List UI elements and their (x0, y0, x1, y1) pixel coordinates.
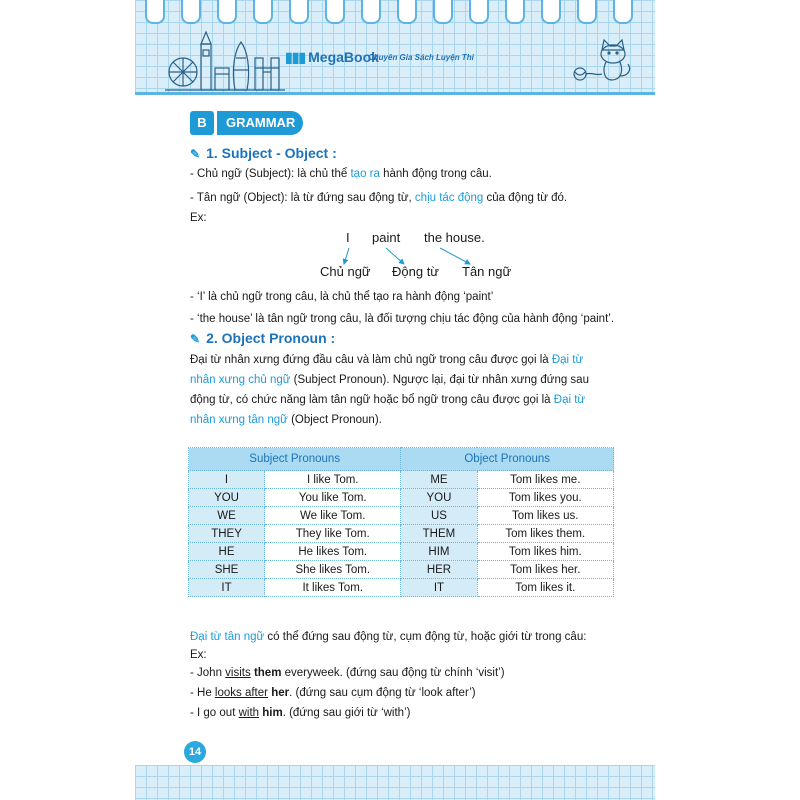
binding-hole (613, 0, 633, 24)
subject-pronoun-cell: SHE (189, 561, 265, 579)
header-rule (135, 92, 655, 95)
text-span: - He (190, 687, 215, 699)
subject-sentence-cell: I like Tom. (265, 471, 401, 489)
object-pronoun-cell: HER (401, 561, 477, 579)
subject-sentence-cell: We like Tom. (265, 507, 401, 525)
usage-example-3 (190, 703, 410, 723)
table-row (189, 525, 614, 543)
underlined-text: with (238, 707, 260, 719)
bold-text: him (262, 707, 283, 719)
object-sentence-cell: Tom likes you. (477, 489, 613, 507)
binding-hole (181, 0, 201, 24)
text-span: của động từ đó. (483, 192, 568, 204)
highlight-text: chịu tác động (414, 192, 484, 204)
object-sentence-cell: Tom likes us. (477, 507, 613, 525)
binding-hole (253, 0, 273, 24)
cat-illustration (568, 36, 638, 86)
highlight-text: nhân xưng chủ ngữ (190, 374, 291, 386)
subject-definition (190, 164, 492, 184)
subject-pronoun-cell: I (189, 471, 265, 489)
pronoun-paragraph-line-1 (190, 350, 583, 370)
text-span: - Chủ ngữ (Subject): là chủ thể (190, 168, 351, 180)
subject-pronoun-cell: IT (189, 579, 265, 597)
example-role-object: Tân ngữ (462, 264, 512, 279)
bird-icon: ✎ (190, 332, 201, 346)
header-object-pronouns: Object Pronouns (401, 448, 614, 471)
bird-icon: ✎ (190, 147, 201, 161)
text-span: có thể đứng sau động từ, cụm động từ, hoặc giới từ trong câu: (264, 631, 587, 643)
text-span: (Object Pronoun). (287, 414, 382, 426)
footer-band (135, 765, 655, 800)
subject-pronoun-cell: HE (189, 543, 265, 561)
brand-text: MegaBook (308, 49, 379, 65)
subject-pronoun-cell: THEY (189, 525, 265, 543)
binding-hole (469, 0, 489, 24)
table-row (189, 579, 614, 597)
table-row (189, 489, 614, 507)
binding-hole (217, 0, 237, 24)
binding-hole (433, 0, 453, 24)
example-role-subject: Chủ ngữ (320, 264, 371, 279)
subject-sentence-cell: You like Tom. (265, 489, 401, 507)
object-sentence-cell: Tom likes him. (477, 543, 613, 561)
heading-text: 1. Subject - Object : (206, 145, 337, 161)
table-row (189, 507, 614, 525)
text-span: - I go out (190, 707, 239, 719)
bold-text: them (253, 667, 282, 679)
object-pronoun-usage (190, 627, 586, 647)
brand-tagline: Chuyên Gia Sách Luyện Thi (368, 53, 474, 62)
subject-pronoun-cell: WE (189, 507, 265, 525)
object-pronoun-cell: ME (401, 471, 477, 489)
pronoun-paragraph-line-2 (190, 370, 589, 390)
brand-mark-icon: ▮▮▮ (285, 49, 306, 65)
subject-sentence-cell: They like Tom. (265, 525, 401, 543)
binding-hole (397, 0, 417, 24)
text-span: hành động trong câu. (379, 168, 492, 180)
underlined-text: looks after (214, 687, 268, 699)
subject-sentence-cell: She likes Tom. (265, 561, 401, 579)
example-word-verb: paint (372, 230, 401, 245)
heading-subject-object (190, 145, 337, 161)
highlight-text: tạo ra (350, 168, 380, 180)
subject-sentence-cell: He likes Tom. (265, 543, 401, 561)
binding-hole (289, 0, 309, 24)
object-sentence-cell: Tom likes it. (477, 579, 613, 597)
text-span: động từ, có chức năng làm tân ngữ hoặc bổ ngữ trong câu được gọi là (190, 394, 554, 406)
pronoun-paragraph-line-3 (190, 390, 585, 410)
table-header-row (189, 448, 614, 471)
heading-object-pronoun (190, 330, 335, 346)
table-body (189, 471, 614, 597)
section-title: GRAMMAR (217, 111, 303, 135)
text-span: everyweek. (đứng sau động từ chính ‘visit’) (281, 667, 505, 679)
skyline-illustration (165, 28, 285, 92)
section-letter-badge: B (190, 111, 214, 135)
object-sentence-cell: Tom likes them. (477, 525, 613, 543)
text-span: (Subject Pronoun). Ngược lại, đại từ nhân xưng đứng sau (290, 374, 589, 386)
object-definition (190, 188, 567, 208)
object-pronoun-cell: THEM (401, 525, 477, 543)
subject-pronoun-cell: YOU (189, 489, 265, 507)
usage-example-2 (190, 683, 476, 703)
text-span: . (đứng sau cụm động từ ‘look after’) (289, 687, 476, 699)
text-span: - Tân ngữ (Object): là từ đứng sau động từ, (190, 192, 415, 204)
example-word-object: the house. (424, 230, 485, 245)
binding-hole (577, 0, 597, 24)
page-number: 14 (184, 741, 206, 763)
object-pronoun-cell: YOU (401, 489, 477, 507)
binding-hole (145, 0, 165, 24)
table-row (189, 543, 614, 561)
text-span: - John (190, 667, 226, 679)
heading-text: 2. Object Pronoun : (206, 330, 336, 346)
highlight-text: Đại từ (553, 394, 586, 406)
example-label: Ex: (190, 649, 207, 661)
object-pronoun-cell: HIM (401, 543, 477, 561)
highlight-text: Đại từ tân ngữ (190, 631, 265, 643)
binding-hole (505, 0, 525, 24)
object-sentence-cell: Tom likes her. (477, 561, 613, 579)
object-pronoun-cell: IT (401, 579, 477, 597)
bold-text: her (271, 687, 290, 699)
pronoun-table (188, 447, 614, 597)
text-span: . (đứng sau giới từ ‘with’) (282, 707, 411, 719)
header-subject-pronouns: Subject Pronouns (189, 448, 401, 471)
subject-sentence-cell: It likes Tom. (265, 579, 401, 597)
brand-name (285, 49, 379, 66)
highlight-text: nhân xưng tân ngữ (190, 414, 288, 426)
binding-hole (325, 0, 345, 24)
highlight-text: Đại từ (551, 354, 584, 366)
example-label: Ex: (190, 212, 207, 224)
table-row (189, 561, 614, 579)
text-span: Đại từ nhân xưng đứng đầu câu và làm chủ ngữ trong câu được gọi là (190, 354, 552, 366)
example-note-1: - ‘I’ là chủ ngữ trong câu, là chủ thể tạo ra hành động ‘paint’ (190, 291, 494, 303)
binding-hole (541, 0, 561, 24)
pronoun-paragraph-line-4 (190, 410, 382, 430)
underlined-text: visits (225, 667, 251, 679)
example-note-2: - ‘the house’ là tân ngữ trong câu, là đối tượng chịu tác động của hành động ‘paint’. (190, 313, 615, 325)
example-word-subject: I (346, 230, 350, 245)
object-sentence-cell: Tom likes me. (477, 471, 613, 489)
table-row (189, 471, 614, 489)
usage-example-1 (190, 663, 505, 683)
example-role-verb: Động từ (392, 264, 440, 279)
object-pronoun-cell: US (401, 507, 477, 525)
binding-hole (361, 0, 381, 24)
